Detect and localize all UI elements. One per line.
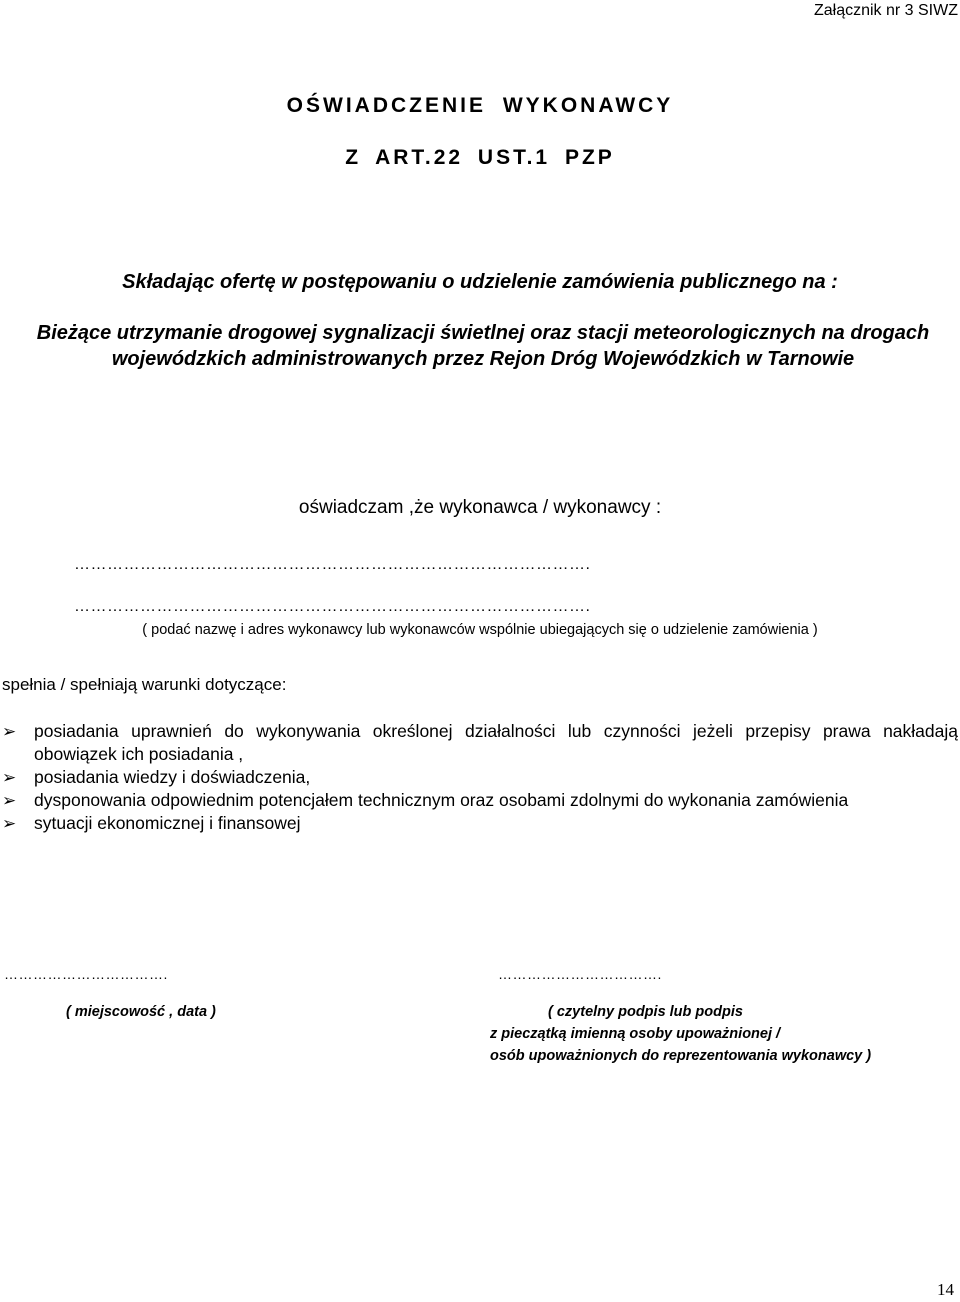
conditions-list bbox=[2, 720, 958, 835]
condition-text: sytuacji ekonomicznej i finansowej bbox=[34, 813, 301, 833]
place-date-label: ( miejscowość , data ) bbox=[66, 1004, 216, 1020]
list-item bbox=[2, 766, 958, 789]
document-legal-basis: Z ART.22 UST.1 PZP bbox=[345, 146, 615, 169]
list-item bbox=[2, 720, 958, 766]
annex-label: Załącznik nr 3 SIWZ bbox=[813, 2, 958, 19]
condition-text: posiadania wiedzy i doświadczenia, bbox=[34, 767, 311, 787]
contractor-name-field[interactable]: …………………………………………………………………………………. bbox=[74, 556, 591, 573]
signature-field[interactable]: ……………………………. bbox=[498, 966, 662, 982]
signature-label-line-2: z pieczątką imienną osoby upoważnionej / bbox=[490, 1026, 781, 1042]
condition-text: dysponowania odpowiednim potencjałem technicznym oraz osobami zdolnymi do wykonania zamówienia bbox=[34, 790, 849, 810]
procurement-subject: Bieżące utrzymanie drogowej sygnalizacji świetlnej oraz stacji meteorologicznych na drogach wojewódzkich administrowanych przez Rejon Dróg Wojewódzkich w Tarnowie bbox=[36, 322, 930, 370]
conditions-intro: spełnia / spełniają warunki dotyczące: bbox=[2, 675, 287, 694]
document-title: OŚWIADCZENIE WYKONAWCY bbox=[286, 94, 674, 117]
signature-label bbox=[490, 1001, 950, 1067]
list-item bbox=[2, 812, 958, 835]
list-item bbox=[2, 789, 958, 812]
contractor-field-hint: ( podać nazwę i adres wykonawcy lub wykonawców wspólnie ubiegających się o udzielenie zamówienia ) bbox=[142, 622, 818, 638]
declaration-text: oświadczam ,że wykonawca / wykonawcy : bbox=[298, 497, 662, 518]
condition-text: posiadania uprawnień do wykonywania określonej działalności lub czynności jeżeli przepisy prawa nakładają obowiązek ich posiadania , bbox=[34, 721, 958, 764]
place-date-field[interactable]: ……………………………. bbox=[4, 966, 168, 982]
arrow-bullet-icon: ➢ bbox=[2, 722, 17, 741]
arrow-bullet-icon: ➢ bbox=[2, 814, 17, 833]
arrow-bullet-icon: ➢ bbox=[2, 768, 17, 787]
signature-label-line-3: osób upoważnionych do reprezentowania wykonawcy ) bbox=[490, 1048, 872, 1064]
signature-label-line-1: ( czytelny podpis lub podpis bbox=[548, 1004, 743, 1020]
intro-sentence: Składając ofertę w postępowaniu o udzielenie zamówienia publicznego na : bbox=[122, 271, 838, 293]
contractor-address-field[interactable]: …………………………………………………………………………………. bbox=[74, 598, 591, 615]
arrow-bullet-icon: ➢ bbox=[2, 791, 17, 810]
page-number: 14 bbox=[937, 1280, 954, 1299]
